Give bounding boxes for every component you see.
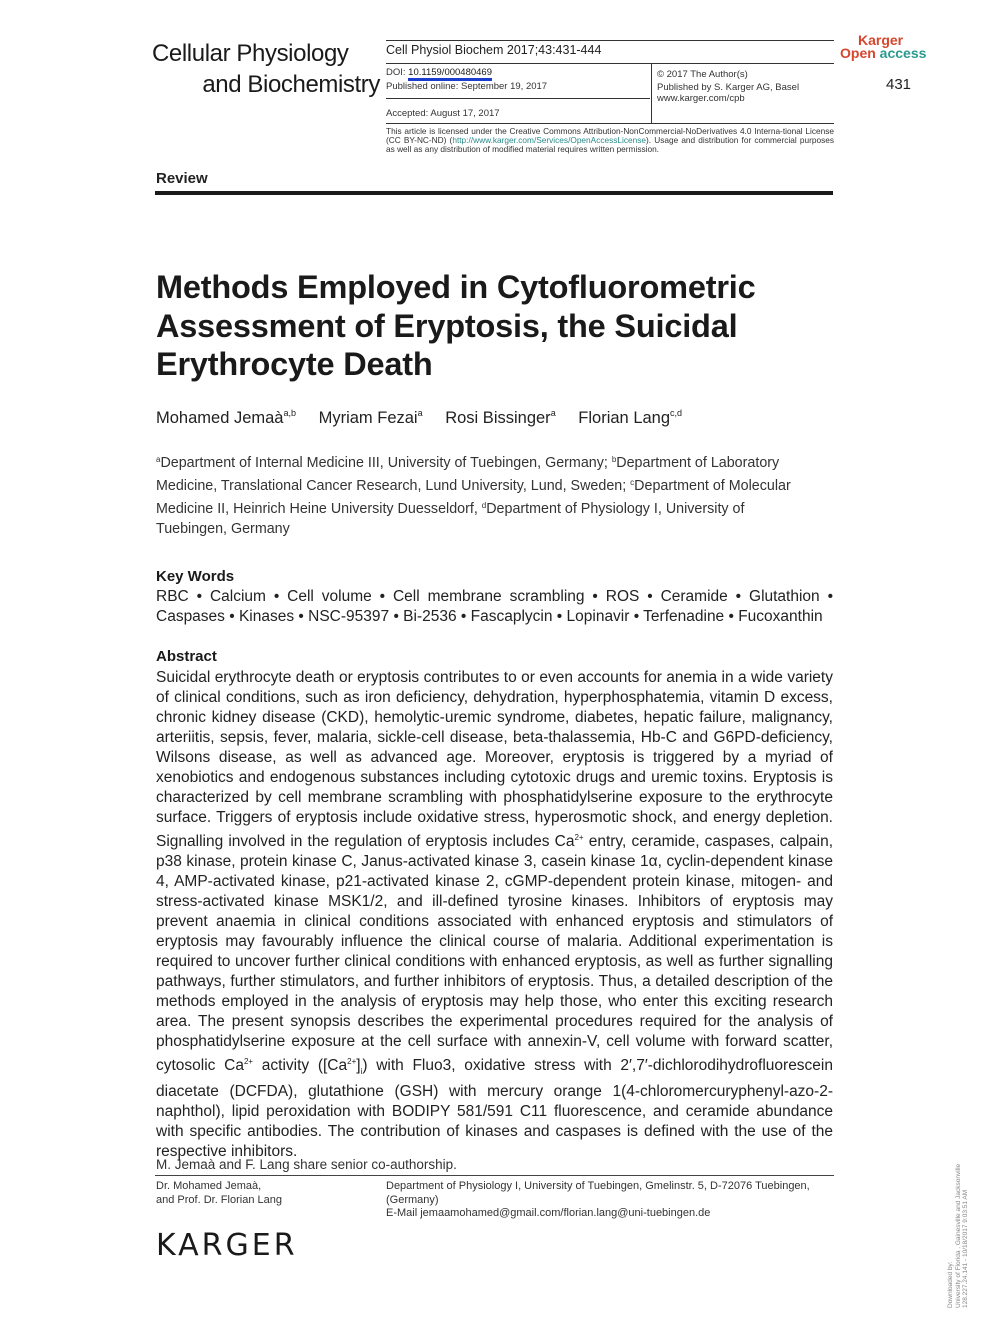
logo-karger-text: Karger: [858, 32, 904, 48]
published-online: Published online: September 19, 2017: [386, 81, 548, 92]
author-name: Mohamed Jemaà: [156, 409, 284, 427]
affil-sup-d: d: [481, 501, 487, 510]
citation: Cell Physiol Biochem 2017;43:431-444: [386, 43, 602, 57]
correspondence-names: [156, 1180, 282, 1207]
download-line-2: University of Florida . Gainesville and Jacksonville: [954, 1163, 962, 1308]
author-affil-sup: a: [550, 408, 556, 418]
download-line-1: Downloaded by:: [947, 1261, 954, 1308]
keywords-text: RBC • Calcium • Cell volume • Cell membrane scrambling • ROS • Ceramide • Glutathion • Caspases • Kinases • NSC-95397 • Bi-2536 • Fascaplycin • Lopinavir • Terfenadine • Fucoxanthin: [156, 588, 833, 625]
logo-open-word: Open: [840, 45, 876, 61]
journal-name: [152, 38, 380, 100]
abstract-sup: 2+: [243, 1057, 254, 1066]
author: [445, 409, 555, 427]
coauthorship-note: M. Jemaà and F. Lang share senior co-authorship.: [156, 1157, 457, 1172]
header-rule-bottom: [386, 123, 834, 124]
doi-label: DOI:: [386, 67, 409, 78]
doi-line: [386, 67, 492, 78]
author-affil-sup: a,b: [283, 408, 296, 418]
section-label: Review: [156, 170, 208, 187]
author-name: Myriam Fezai: [318, 409, 418, 427]
corr-name-1: Dr. Mohamed Jemaà,: [156, 1180, 262, 1192]
article-title: Methods Employed in Cytofluorometric Assessment of Eryptosis, the Suicidal Erythrocyte Death: [156, 269, 756, 382]
journal-name-line2: and Biochemistry: [202, 71, 380, 98]
abstract-part: Suicidal erythrocyte death or eryptosis contributes to or even accounts for anemia in a wide variety of clinical conditions, such as iron deficiency, dehydration, hyperphosphatemia, vitamin D excess, chronic kidney disease (CKD), hemolytic-uremic syndrome, diabetes, hepatic failure, malignancy, arteriitis, sepsis, fever, malaria, sickle-cell disease, beta-thalassemia, Hb-C and G6PD-deficiency, Wilsons disease, as well as advanced age. Moreover, eryptosis is triggered by a myriad of xenobiotics and endogenous substances including cytotoxic drugs and uremic toxins. Eryptosis is characterized by cell membrane scrambling with phosphatidylserine exposure to the erythrocyte surface. Triggers of eryptosis include oxidative stress, hyperosmotic shock, and energy depletion. Signalling involved in the regulation of eryptosis includes Ca: [156, 669, 833, 850]
header-rule-top: [386, 40, 834, 41]
section-rule: [155, 191, 833, 195]
correspondence-address: [386, 1180, 834, 1221]
abstract-part: entry, ceramide, caspases, calpain, p38 kinase, protein kinase C, Janus-activated kinase 3, casein kinase 1α, cyclin-dependent kinase 4, AMP-activated kinase, p21-activated kinase 2, cGMP-dependent protein kinase, mitogen- and stress-activated kinase MSK1/2, and ill-defined tyrosine kinases. Inhibitors of eryptosis may prevent anaemia in clinical conditions associated with enhanced eryptosis and stimulators of eryptosis may favourably influence the clinical course of malaria. Additional experimentation is required to uncover further clinical conditions with enhanced eryptosis, as well as further signalling pathways, further stimulators, and further inhibitors of eryptosis. Thus, a detailed description of the methods employed in the analysis of eryptosis may help those, who enter this exciting research area. The present synopsis describes the experimental procedures required for the analysis of phosphatidylserine exposure at the cell surface with annexin-V, cell volume with forward scatter, cytosolic Ca: [156, 833, 834, 1074]
author: [578, 409, 682, 427]
abstract-part: ) with Fluo3, oxidative stress with 2′,7′-dichlorodihydrofluorescein diacetate (DCFDA), glutathione (GSH) with mercury orange 1(4-chloromercuryphenyl-azo-2-naphthol), lipid peroxidation with BODIPY 581/591 C11 fluorescence, and ceramide abundance with specific antibodies. The contribution of kinases and caspases is defined with the use of the respective inhibitors.: [156, 1057, 833, 1161]
affil-b: Department of Laboratory Medicine, Translational Cancer Research, Lund University, Lund, Sweden;: [156, 455, 780, 494]
author-list: [156, 408, 700, 428]
header-divider: [651, 63, 652, 123]
license-text-1: This article is licensed under the Creative Commons Attribution-NonCommercial-NoDerivatives 4.0 Interna-tional License (CC BY-NC-ND) (: [386, 126, 834, 146]
publisher: Published by S. Karger AG, Basel: [657, 82, 800, 93]
abstract-sup: 2+: [347, 1057, 357, 1066]
page-number: 431: [886, 76, 912, 93]
website[interactable]: www.karger.com/cpb: [657, 93, 745, 104]
abstract-sub: i: [360, 1067, 363, 1077]
affiliations: [156, 450, 816, 539]
accepted-date: Accepted: August 17, 2017: [386, 108, 500, 119]
journal-name-line1: Cellular Physiology: [152, 40, 349, 67]
abstract-sup: 2+: [574, 833, 584, 842]
affil-a: Department of Internal Medicine III, University of Tuebingen, Germany;: [160, 455, 612, 471]
license-text-2: ). Usage and distribution for commercial purposes as well as any distribution of modified material requires written permission.: [386, 135, 835, 155]
logo-access-word: access: [875, 45, 927, 61]
abstract-heading: Abstract: [156, 648, 217, 665]
abstract-part: activity ([Ca: [253, 1057, 348, 1074]
license-link[interactable]: http://www.karger.com/Services/OpenAccessLicense: [452, 135, 647, 146]
doi-link[interactable]: 10.1159/000480469: [408, 67, 492, 81]
karger-open-access-logo: [840, 34, 935, 60]
karger-wordmark: KARGER: [156, 1228, 298, 1263]
corr-address-2: (Germany): [386, 1193, 439, 1206]
header-rule-mid: [386, 63, 834, 64]
corr-email[interactable]: E-Mail jemaamohamed@gmail.com/florian.lang@uni-tuebingen.de: [386, 1207, 711, 1219]
affil-d: Department of Physiology I, University of Tuebingen, Germany: [156, 501, 745, 537]
license-notice: [386, 127, 834, 155]
copyright: © 2017 The Author(s): [657, 69, 748, 80]
author: [319, 409, 423, 427]
footer-rule: [155, 1175, 834, 1176]
download-line-3: 128.227.24.141 - 10/18/2017 9:03:51 AM: [962, 1189, 969, 1308]
abstract-text: [156, 668, 833, 1162]
keywords-heading: Key Words: [156, 568, 235, 585]
affil-sup-a: a: [156, 455, 161, 464]
download-note: [947, 1163, 970, 1308]
logo-open-access-text: [840, 47, 935, 60]
author: [156, 409, 296, 427]
header-rule-sub: [386, 98, 650, 99]
affil-c: Department of Molecular Medicine II, Heinrich Heine University Duesseldorf,: [156, 478, 791, 517]
corr-name-2: and Prof. Dr. Florian Lang: [156, 1193, 282, 1206]
corr-address-1: Department of Physiology I, University of Tuebingen, Gmelinstr. 5, D-72076 Tuebingen,: [386, 1180, 810, 1192]
author-name: Florian Lang: [578, 409, 671, 427]
affil-sup-b: b: [611, 455, 617, 464]
affil-sup-c: c: [630, 478, 635, 487]
author-affil-sup: c,d: [670, 408, 683, 418]
author-name: Rosi Bissinger: [445, 409, 551, 427]
abstract-part: ]: [356, 1057, 361, 1074]
author-affil-sup: a: [417, 408, 423, 418]
